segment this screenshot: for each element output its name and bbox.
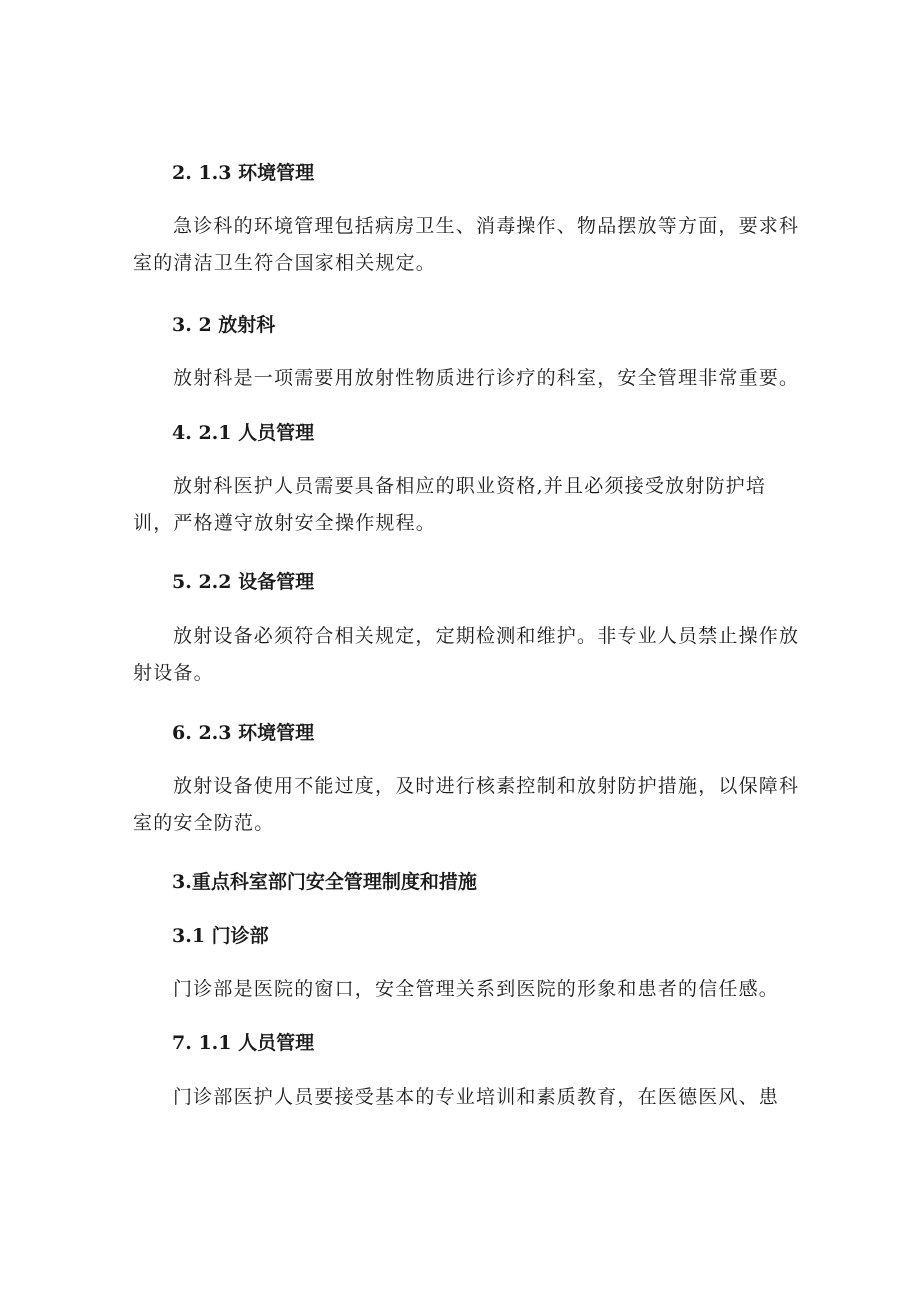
heading-5-2-2-equipment: 5. 2.2 设备管理 (172, 571, 315, 593)
heading-4-2-1-personnel: 4. 2.1 人员管理 (172, 422, 315, 444)
heading-3-2-radiology: 3. 2 放射科 (172, 314, 276, 336)
heading-2-1-3-environment: 2. 1.3 环境管理 (172, 162, 315, 184)
paragraph-emergency-environment: 急诊科的环境管理包括病房卫生、消毒操作、物品摆放等方面，要求科室的清洁卫生符合国家相关规定。 (133, 215, 800, 274)
section-heading-key-departments: 3.重点科室部门安全管理制度和措施 (172, 871, 477, 893)
heading-6-2-3-environment: 6. 2.3 环境管理 (172, 722, 315, 744)
paragraph-outpatient-personnel: 门诊部医护人员要接受基本的专业培训和素质教育，在医德医风、患 (173, 1086, 780, 1108)
paragraph-radiology-environment: 放射设备使用不能过度，及时进行核素控制和放射防护措施，以保障科室的安全防范。 (133, 775, 800, 834)
paragraph-radiology-intro: 放射科是一项需要用放射性物质进行诊疗的科室，安全管理非常重要。 (173, 367, 800, 389)
heading-7-1-1-personnel: 7. 1.1 人员管理 (172, 1032, 315, 1054)
heading-3-1-outpatient: 3.1 门诊部 (172, 925, 269, 947)
paragraph-radiology-personnel: 放射科医护人员需要具备相应的职业资格,并且必须接受放射防护培训，严格遵守放射安全操作规程。 (133, 475, 767, 534)
paragraph-outpatient-intro: 门诊部是医院的窗口，安全管理关系到医院的形象和患者的信任感。 (173, 978, 780, 1000)
paragraph-radiology-equipment: 放射设备必须符合相关规定，定期检测和维护。非专业人员禁止操作放射设备。 (133, 625, 800, 684)
